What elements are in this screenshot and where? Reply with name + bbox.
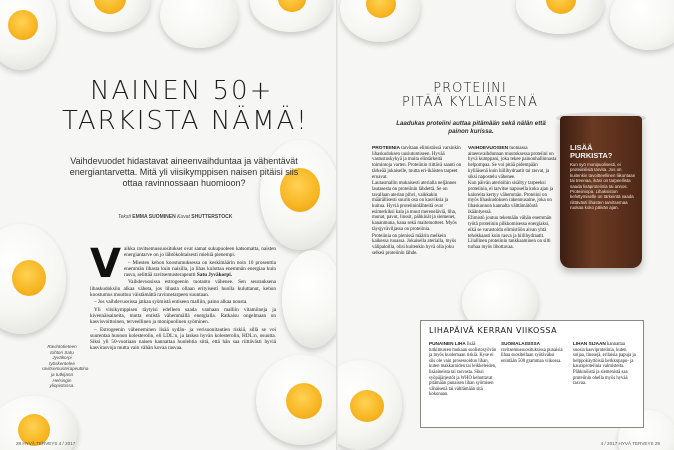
- egg-image: [70, 0, 150, 32]
- column-paragraph: PROTEIINIA tarvitaan elimistössä varsinkin lihaskudoksen uusiutumiseen. Hyvää vastustuskykyä ja muita elintärkeitä toimintoja varten. Proteiinin riittävä saanti on tärkeää jokaiselle, mutta eri-ikäisten tarpeet eroavat.: [372, 146, 462, 180]
- left-page: [0, 0, 336, 450]
- egg-image: [516, 0, 604, 34]
- sidebar-text: Kun syö monipuolisesti, ei proteiinilisiä tarvita. Jos on kuitenkin tavoitteellinen liikuntaan tai treenaa, ikäsi on tarpeellista saada lisäproteiinia tai annos. Proteiiniopa. Lihaksiston kehittymiselle on tärkeintä saada riittävästi lihasten tarvitsemaa ruokaa koko päivän ajan.: [570, 162, 636, 211]
- text-column-2: [468, 146, 558, 252]
- egg-image: [250, 0, 332, 32]
- box-head: SUOMALAISISSA: [501, 341, 541, 346]
- body-paragraph: – Miesten kehon koostumuksessa on keskimäärin noin 10 prosenttia enemmän lihasta kuin naisilla, ja lihas kuluttaa enemmän energiaa kuin rasva, selittää ravitsemusterapeutti Satu Jyväkorpi.: [123, 259, 276, 279]
- column-paragraph: Lautasmallin mukaisesti aterialla neljännes lautasesta on proteiinin lähdettä. Se on tavallaan aterian pihvi, vaikkakin määrällisesti suurin osa on kasviksia ja kuitua. Hyviä proteiininlähteitä ovat esimerkiksi kala ja muut mereneläviä, liha, munat, pavut, linssit, pähkinät ja siemenet, kananmuna, kana sekä maitotuotteet. Myös täysjyväviljassa on proteiinia.: [372, 181, 457, 232]
- credit-author: EMMA SUOMINEN: [132, 214, 176, 220]
- egg-image: [340, 0, 420, 42]
- body-paragraph: – Jos vaihdevuosissa jatkaa syömistä entiseen malliin, paino alkaa nousta.: [94, 299, 248, 306]
- body-paragraph: Vaihdevuosissa estrogeenin tuotanto vähenee. Sen seurauksena lihaskudoksiin alkaa väheta, jos lihasta ollaan erityisesti huolla kuluttanut, kehon koostumus muuttuu väistämättä ravinnetarpeen suuntaan.: [90, 279, 276, 299]
- info-box-title: LIHAPÄIVÄ KERRAN VIIKOSSA: [429, 326, 558, 335]
- egg-image: [160, 0, 238, 48]
- credit-photos: SHUTTERSTOCK: [191, 214, 233, 220]
- page-folio-right: 4 / 2017 HYVÄ TERVEYS 29: [600, 441, 660, 446]
- article-body: [90, 241, 276, 353]
- text-column-1: [372, 146, 462, 257]
- egg-image: [338, 360, 402, 450]
- info-box-column-3: [573, 341, 637, 389]
- column-paragraph: Kun päivän aterioihin sisältyy tarpeeksi proteiinia, ei tarvitse naposella koko ajan ja kaloreita kertyy vähemmän. Proteiini on myös lihaskudoksen rakennusaine, joka on lihaskunnon kannalta välttämätöntä ikääntyessä.: [468, 181, 554, 215]
- box-paragraph: SUOMALAISISSA ravitsemussuosituksissa punaisia lihaa suositellaan syötäväksi enintään 500 grammaa viikossa.: [501, 341, 563, 364]
- lead-paragraph: Vaihdevuodet hidastavat aineenvaihduntaa ja vähentävät energiantarvetta. Mitä yli viisikymppisen naisen pitäisi siis ottaa ravinnossaan huomioon?: [69, 156, 299, 188]
- column-paragraph: VAIHDEVUOSIEN tuomassa aineenvaihdunnan muutoksessa proteiini on hyvä kumppani, joka tekee painonhallinnasta helpompaa. Se voi pitää pidempään kylläisenä kuin hiilihydraatit tai rasvat, ja siksi napostelu vähenee.: [468, 146, 557, 180]
- expert-name: Satu Jyväkorpi.: [196, 272, 233, 279]
- section-title: [380, 82, 560, 110]
- egg-image: [256, 355, 336, 445]
- egg-image: [0, 0, 56, 70]
- column-paragraph: Proteiinia on pienissä määrin melkein kaikessa ruoassa. Jokaisella aterialla, myös välipaloilla, olisi kuitenkin hyvä olla joku selkeä proteiinin lähde.: [372, 233, 457, 256]
- sidebar-box: [570, 144, 636, 211]
- egg-image: [610, 0, 674, 50]
- credit-label-text: Teksti: [118, 214, 131, 220]
- page-title: [62, 76, 309, 136]
- title-line-1: NAINEN 50+: [90, 76, 274, 106]
- box-paragraph: PUNAINEN LIHA lisää tutkimusten mukaan suolistosyövän ja myös kuolemaan riskiä. Kyse ei siis ole vain prosessoidun lihan, kuten makkaroiden tai leikkeleiden, lisäaineista tai rasvasta. Siksi syöpäjärjestöt ja WHO kehottavat pitämään punaisen lihan syömisen vähäisenä tai välttämään sitä kokonaan.: [429, 341, 497, 398]
- sidebar-heading: LISÄÄ PURKISTA?: [570, 143, 613, 160]
- column-head: PROTEIINIA: [372, 146, 400, 151]
- box-head: LIHAN SIJAAN: [573, 341, 606, 346]
- box-paragraph: LIHAN SIJAAN kannattaa suosia kasviproteiinia, kuten soijaa, linssejä, erilaisia papuja ja helppokäyttöisiä herkkupapu- ja kauraproteiinia valmisteita. Pähkinöistä ja siemenistä saa proteiinin ohella myös hyvää rasvaa.: [573, 341, 636, 387]
- credit-label-photos: Kuvat: [177, 214, 190, 220]
- photo-caption: Ravintotieteen tohtori Satu Jyväkorpi työskentelee ravitsemusterapeuttina ja tutkijana Helsingin yliopistossa.: [42, 344, 89, 389]
- section-lead: Laadukas proteiini auttaa pitämään sekä nälän että painon kurissa.: [396, 120, 546, 135]
- title-line-2: TARKISTA NÄMÄ!: [62, 106, 309, 136]
- section-title-line-2: PITÄÄ KYLLÄISENÄ: [402, 95, 538, 110]
- egg-image: [282, 250, 336, 348]
- info-box-column-1: [429, 341, 497, 400]
- body-paragraph: aikka ravitsemussuositukset ovat samat sukupuoleen katsomatta, naisten energiantarve on jo lähtökohtaisesti miehiä pienempi.: [123, 246, 276, 259]
- egg-image: [0, 224, 66, 334]
- info-box: [420, 320, 644, 428]
- byline: [118, 214, 232, 220]
- section-title-line-1: PROTEIINI: [433, 81, 507, 96]
- page-folio: 28 HYVÄ TERVEYS 4 / 2017: [16, 441, 76, 446]
- column-paragraph: Elimistö joutuu tekemään vähän enemmän työtä proteiinin pilkkomisessa energiaksi, eikä se varastoidu elimistöön aivan yhtä tehokkaasti kuin rasva ja hiilihydraatit. Liiallinen proteiinin tankkaaminen on silti turhaa myös lihottavaa.: [468, 216, 552, 250]
- drop-cap: V: [90, 241, 121, 287]
- info-box-column-2: [501, 341, 569, 366]
- box-head: PUNAINEN LIHA: [429, 341, 466, 346]
- body-paragraph: Yli viisikymppisen täytyisi edelleen saada vanhaan malliin vitamiineja ja kivennäisaineita, mutta entistä vähemmällä energialla. Ratkaisu ongelmaan on kasvisvoittoinen, terveellinen ja monipuolinen syöminen.: [90, 306, 276, 326]
- body-paragraph: – Estrogeenin väheneminen lisää sydän- ja verisuonitautien riskiä, sillä se voi suurentaa huonon kolesterolin, eli LDL:n, ja laskea hyvän kolesterolin, HDL:n, osuutta. Siksi yli 50-vuotiaan naisen kannattaa huolehtia siitä, että hän saa riittävästi hyviä kasvirasvoja mutta vain vähän kovaa rasvaa.: [90, 326, 276, 352]
- column-head: VAIHDEVUOSIEN: [468, 146, 509, 151]
